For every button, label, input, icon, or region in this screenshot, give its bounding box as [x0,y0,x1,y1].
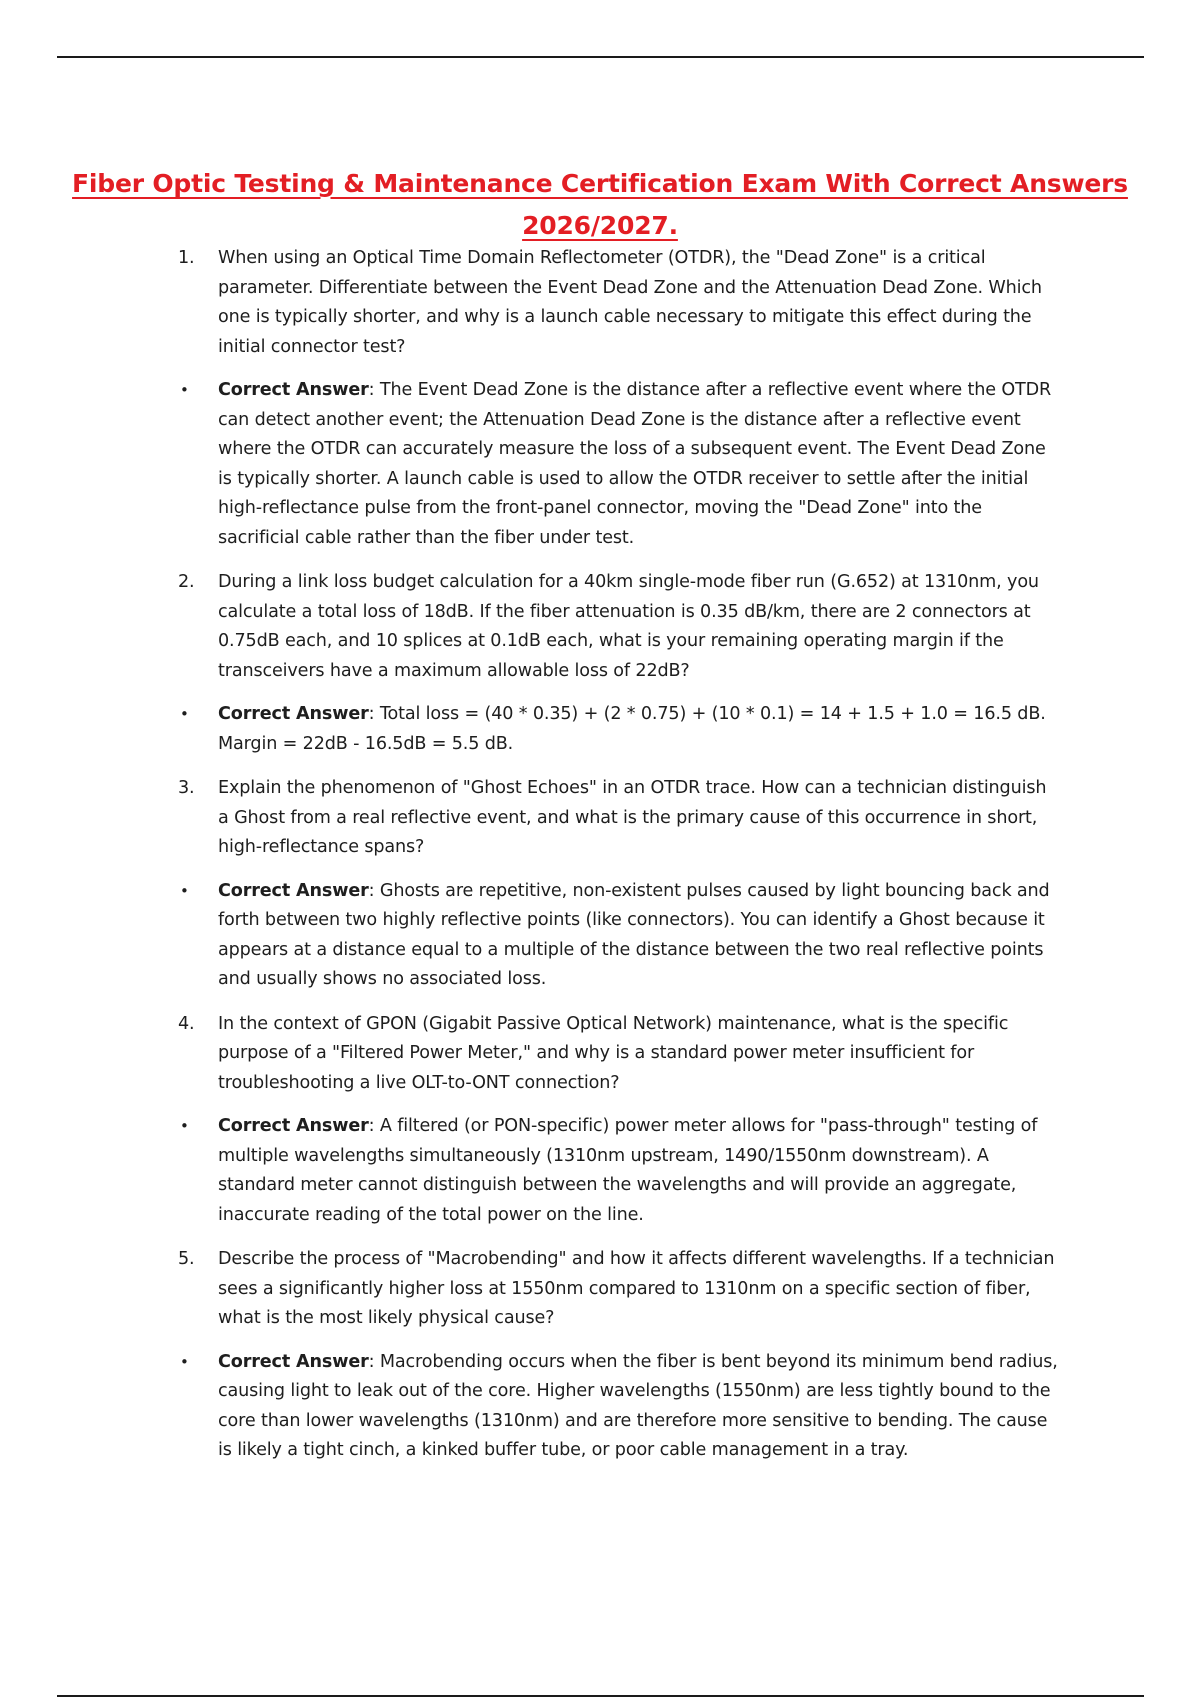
question-number: 2. [178,572,195,592]
header-rule [57,56,1144,58]
footer-rule [57,1695,1144,1697]
question-number: 3. [178,778,195,798]
answer-text: : Total loss = (40 * 0.35) + (2 * 0.75) + (10 * 0.1) = 14 + 1.5 + 1.0 = 16.5 dB. Margin = 22dB - 16.5dB = 5.5 dB. [218,704,1046,754]
answer-3 [178,877,1058,995]
answer-label: Correct Answer [218,1351,369,1372]
question-text: In the context of GPON (Gigabit Passive Optical Network) maintenance, what is the specific purpose of a "Filtered Power Meter," and why is a standard power meter insufficient for troubleshooting a live OLT-to-ONT connection? [218,1013,1009,1093]
answer-label: Correct Answer [218,880,369,901]
bullet: • [180,381,189,399]
answer-label: Correct Answer [218,1116,369,1136]
question-5 [178,1245,1058,1334]
answer-text: : Ghosts are repetitive, non-existent pulses caused by light bouncing back and forth between two highly reflective points (like connectors). You can identify a Ghost because it appears at a distance equal to a multiple of the distance between the two real reflective points and usually shows no associated loss. [218,880,1050,989]
question-3 [178,774,1058,863]
answer-label: Correct Answer [218,380,369,400]
question-text: Describe the process of "Macrobending" and how it affects different wavelengths. If a technician sees a significantly higher loss at 1550nm compared to 1310nm on a specific section of fiber, what is the most likely physical cause? [218,1249,1055,1328]
question-number: 5. [178,1249,195,1269]
answer-text: : Macrobending occurs when the fiber is bent beyond its minimum bend radius, causing light to leak out of the core. Higher wavelengths (1550nm) are less tightly bound to the core than lower wavelengths (1310nm) and are therefore more sensitive to bending. The cause is likely a tight cinch, a kinked buffer tube, or poor cable management in a tray. [218,1351,1058,1460]
question-4 [178,1010,1058,1099]
document-title: Fiber Optic Testing & Maintenance Certification Exam With Correct Answers 2026/2027. [72,168,1128,240]
exam-content [178,244,1058,1481]
question-2 [178,568,1058,686]
question-number: 4. [178,1013,195,1034]
answer-text: : The Event Dead Zone is the distance after a reflective event where the OTDR can detect another event; the Attenuation Dead Zone is the distance after a reflective event where the OTDR can accurately measure the loss of a subsequent event. The Event Dead Zone is typically shorter. A launch cable is used to allow the OTDR receiver to settle after the initial high-reflectance pulse from the front-panel connector, moving the "Dead Zone" into the sacrificial cable rather than the fiber under test. [218,380,1052,548]
answer-4 [178,1112,1058,1230]
bullet: • [180,1352,189,1371]
bullet: • [180,705,189,723]
question-number: 1. [178,248,195,268]
bullet: • [180,1117,189,1135]
answer-label: Correct Answer [218,704,369,724]
question-text: Explain the phenomenon of "Ghost Echoes" in an OTDR trace. How can a technician distinguish a Ghost from a real reflective event, and what is the primary cause of this occurrence in short, high-reflectance spans? [218,778,1047,857]
bullet: • [180,881,189,900]
answer-text: : A filtered (or PON-specific) power meter allows for "pass-through" testing of multiple wavelengths simultaneously (1310nm upstream, 1490/1550nm downstream). A standard meter cannot distinguish between the wavelengths and will provide an aggregate, inaccurate reading of the total power on the line. [218,1116,1038,1225]
answer-1 [178,376,1058,553]
answer-2 [178,700,1058,759]
question-text: During a link loss budget calculation for a 40km single-mode fiber run (G.652) at 1310nm, you calculate a total loss of 18dB. If the fiber attenuation is 0.35 dB/km, there are 2 connectors at 0.75dB each, and 10 splices at 0.1dB each, what is your remaining operating margin if the transceivers have a maximum allowable loss of 22dB? [218,572,1039,681]
answer-5 [178,1348,1058,1466]
question-text: When using an Optical Time Domain Reflectometer (OTDR), the "Dead Zone" is a critical parameter. Differentiate between the Event Dead Zone and the Attenuation Dead Zone. Which one is typically shorter, and why is a launch cable necessary to mitigate this effect during the initial connector test? [218,248,1042,357]
question-1 [178,244,1058,362]
